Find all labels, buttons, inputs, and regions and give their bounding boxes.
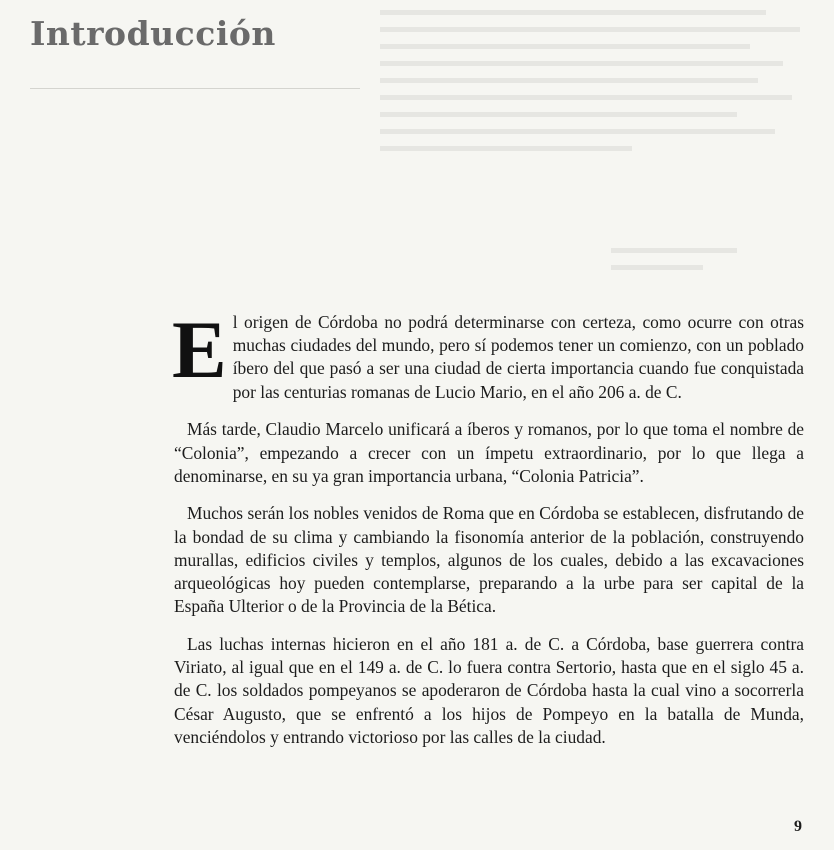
- drop-cap: E: [172, 304, 227, 395]
- bleed-through-texture: [380, 10, 800, 280]
- page-number: 9: [794, 818, 802, 835]
- paragraph-1-text: l origen de Córdoba no podrá determinarse con certeza, como ocurre con otras muchas ciudades del mundo, pero sí podemos tener un comienzo, con un poblado íbero del que pasó a ser una ciudad de cierta importancia cuando fue conquistada por las centurias romanas de Lucio Mario, en el año 206 a. de C.: [232, 312, 804, 402]
- paragraph-3: Muchos serán los nobles venidos de Roma que en Córdoba se establecen, disfrutando de la bondad de su clima y cambiando la fisonomía anterior de la población, construyendo murallas, edificios civiles y templos, algunos de los cuales, debido a las excavaciones arqueológicas hoy pueden contemplarse, preparando a la urbe para ser capital de la España Ulterior o de la Provincia de la Bética.: [174, 503, 804, 617]
- article-body: [172, 304, 804, 763]
- title-divider: [30, 88, 360, 89]
- page-title: Introducción: [30, 14, 276, 53]
- paragraph-2: Más tarde, Claudio Marcelo unificará a íberos y romanos, por lo que toma el nombre de “Colonia”, empezando a crecer con un ímpetu extraordinario, por lo que llega a denominarse, en su ya gran importancia urbana, “Colonia Patricia”.: [174, 419, 804, 486]
- paragraph-1: [172, 304, 804, 404]
- paragraph-4: Las luchas internas hicieron en el año 181 a. de C. a Córdoba, base guerrera contra Viriato, al igual que en el 149 a. de C. lo fuera contra Sertorio, hasta que en el siglo 45 a. de C. los soldados pompeyanos se apoderaron de Córdoba hasta la cual vino a socorrerla César Augusto, que se enfrentó a los hijos de Pompeyo en la batalla de Munda, venciéndolos y entrando victorioso por las calles de la ciudad.: [174, 633, 804, 747]
